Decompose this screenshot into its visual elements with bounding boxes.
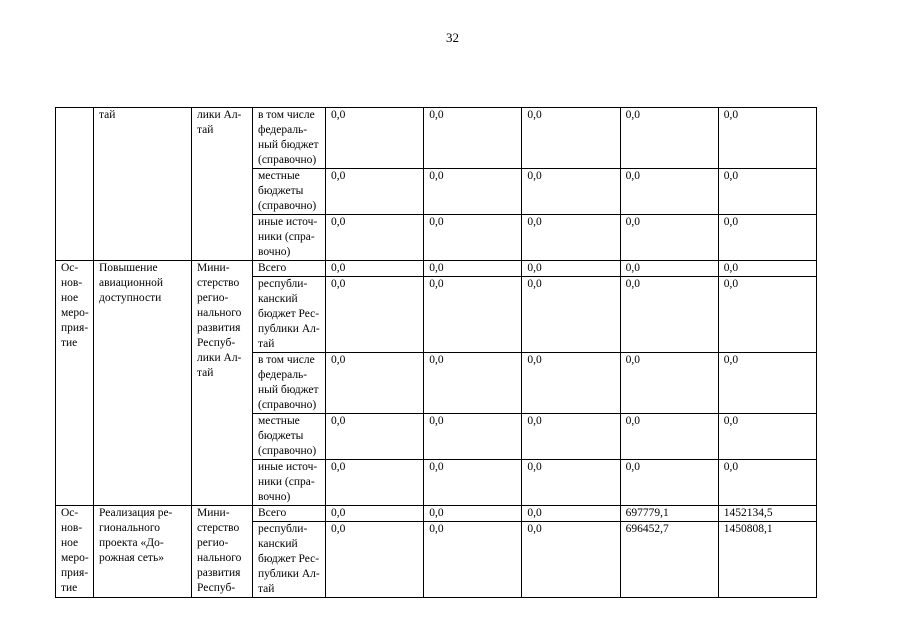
value-cell: 0,0 <box>620 460 718 506</box>
value-cell: 0,0 <box>718 460 816 506</box>
value-cell: 0,0 <box>718 169 816 215</box>
value-cell: 0,0 <box>424 215 522 261</box>
table-row <box>56 506 817 522</box>
value-cell: 0,0 <box>718 353 816 414</box>
value-cell: 0,0 <box>620 261 718 277</box>
funding-source-cell: местные бюджеты (справочно) <box>253 169 326 215</box>
value-cell: 0,0 <box>620 277 718 353</box>
value-cell: 1450808,1 <box>718 522 816 598</box>
value-cell: 0,0 <box>424 414 522 460</box>
value-cell: 0,0 <box>522 169 620 215</box>
value-cell: 0,0 <box>522 353 620 414</box>
value-cell: 0,0 <box>718 108 816 169</box>
funding-source-cell: в том числе федераль- ный бюджет (справочно) <box>253 353 326 414</box>
value-cell: 0,0 <box>522 215 620 261</box>
value-cell: 0,0 <box>326 261 424 277</box>
value-cell: 0,0 <box>326 169 424 215</box>
table-row <box>56 108 817 169</box>
table-row <box>56 261 817 277</box>
value-cell: 0,0 <box>522 414 620 460</box>
executor-cell: лики Ал- тай <box>192 108 253 261</box>
value-cell: 0,0 <box>326 522 424 598</box>
value-cell: 0,0 <box>620 353 718 414</box>
activity-type-cell: Ос- нов- ное меро- прия- тие <box>56 506 94 598</box>
activity-name-cell: Реализация ре- гионального проекта «До- рожная сеть» <box>94 506 192 598</box>
value-cell: 0,0 <box>718 277 816 353</box>
activity-type-cell: Ос- нов- ное меро- прия- тие <box>56 261 94 506</box>
page-number: 32 <box>446 30 459 45</box>
activity-name-cell: тай <box>94 108 192 261</box>
value-cell: 0,0 <box>620 169 718 215</box>
value-cell: 697779,1 <box>620 506 718 522</box>
executor-cell: Мини- стерство регио- нального развития Респуб- лики Ал- тай <box>192 261 253 506</box>
value-cell: 0,0 <box>326 414 424 460</box>
value-cell: 0,0 <box>326 215 424 261</box>
value-cell: 0,0 <box>424 108 522 169</box>
value-cell: 0,0 <box>718 414 816 460</box>
funding-source-cell: Всего <box>253 506 326 522</box>
value-cell: 0,0 <box>424 460 522 506</box>
value-cell: 0,0 <box>522 522 620 598</box>
value-cell: 0,0 <box>326 506 424 522</box>
activity-name-cell: Повышение авиационной доступности <box>94 261 192 506</box>
value-cell: 0,0 <box>326 460 424 506</box>
funding-source-cell: республи- канский бюджет Рес- публики Ал- тай <box>253 522 326 598</box>
funding-source-cell: иные источ- ники (спра- вочно) <box>253 460 326 506</box>
value-cell: 0,0 <box>424 522 522 598</box>
value-cell: 0,0 <box>522 460 620 506</box>
value-cell: 0,0 <box>620 108 718 169</box>
funding-source-cell: местные бюджеты (справочно) <box>253 414 326 460</box>
value-cell: 0,0 <box>326 277 424 353</box>
funding-source-cell: республи- канский бюджет Рес- публики Ал- тай <box>253 277 326 353</box>
value-cell: 0,0 <box>424 353 522 414</box>
funding-source-cell: Всего <box>253 261 326 277</box>
value-cell: 0,0 <box>522 277 620 353</box>
activity-type-cell <box>56 108 94 261</box>
funding-source-cell: в том числе федераль- ный бюджет (справочно) <box>253 108 326 169</box>
value-cell: 0,0 <box>718 261 816 277</box>
value-cell: 0,0 <box>522 108 620 169</box>
value-cell: 0,0 <box>326 108 424 169</box>
value-cell: 696452,7 <box>620 522 718 598</box>
value-cell: 0,0 <box>424 277 522 353</box>
value-cell: 0,0 <box>326 353 424 414</box>
value-cell: 1452134,5 <box>718 506 816 522</box>
value-cell: 0,0 <box>620 414 718 460</box>
value-cell: 0,0 <box>424 506 522 522</box>
value-cell: 0,0 <box>620 215 718 261</box>
funding-source-cell: иные источ- ники (спра- вочно) <box>253 215 326 261</box>
value-cell: 0,0 <box>424 261 522 277</box>
budget-table <box>55 107 817 598</box>
value-cell: 0,0 <box>718 215 816 261</box>
value-cell: 0,0 <box>424 169 522 215</box>
value-cell: 0,0 <box>522 261 620 277</box>
executor-cell: Мини- стерство регио- нального развития Респуб- <box>192 506 253 598</box>
value-cell: 0,0 <box>522 506 620 522</box>
